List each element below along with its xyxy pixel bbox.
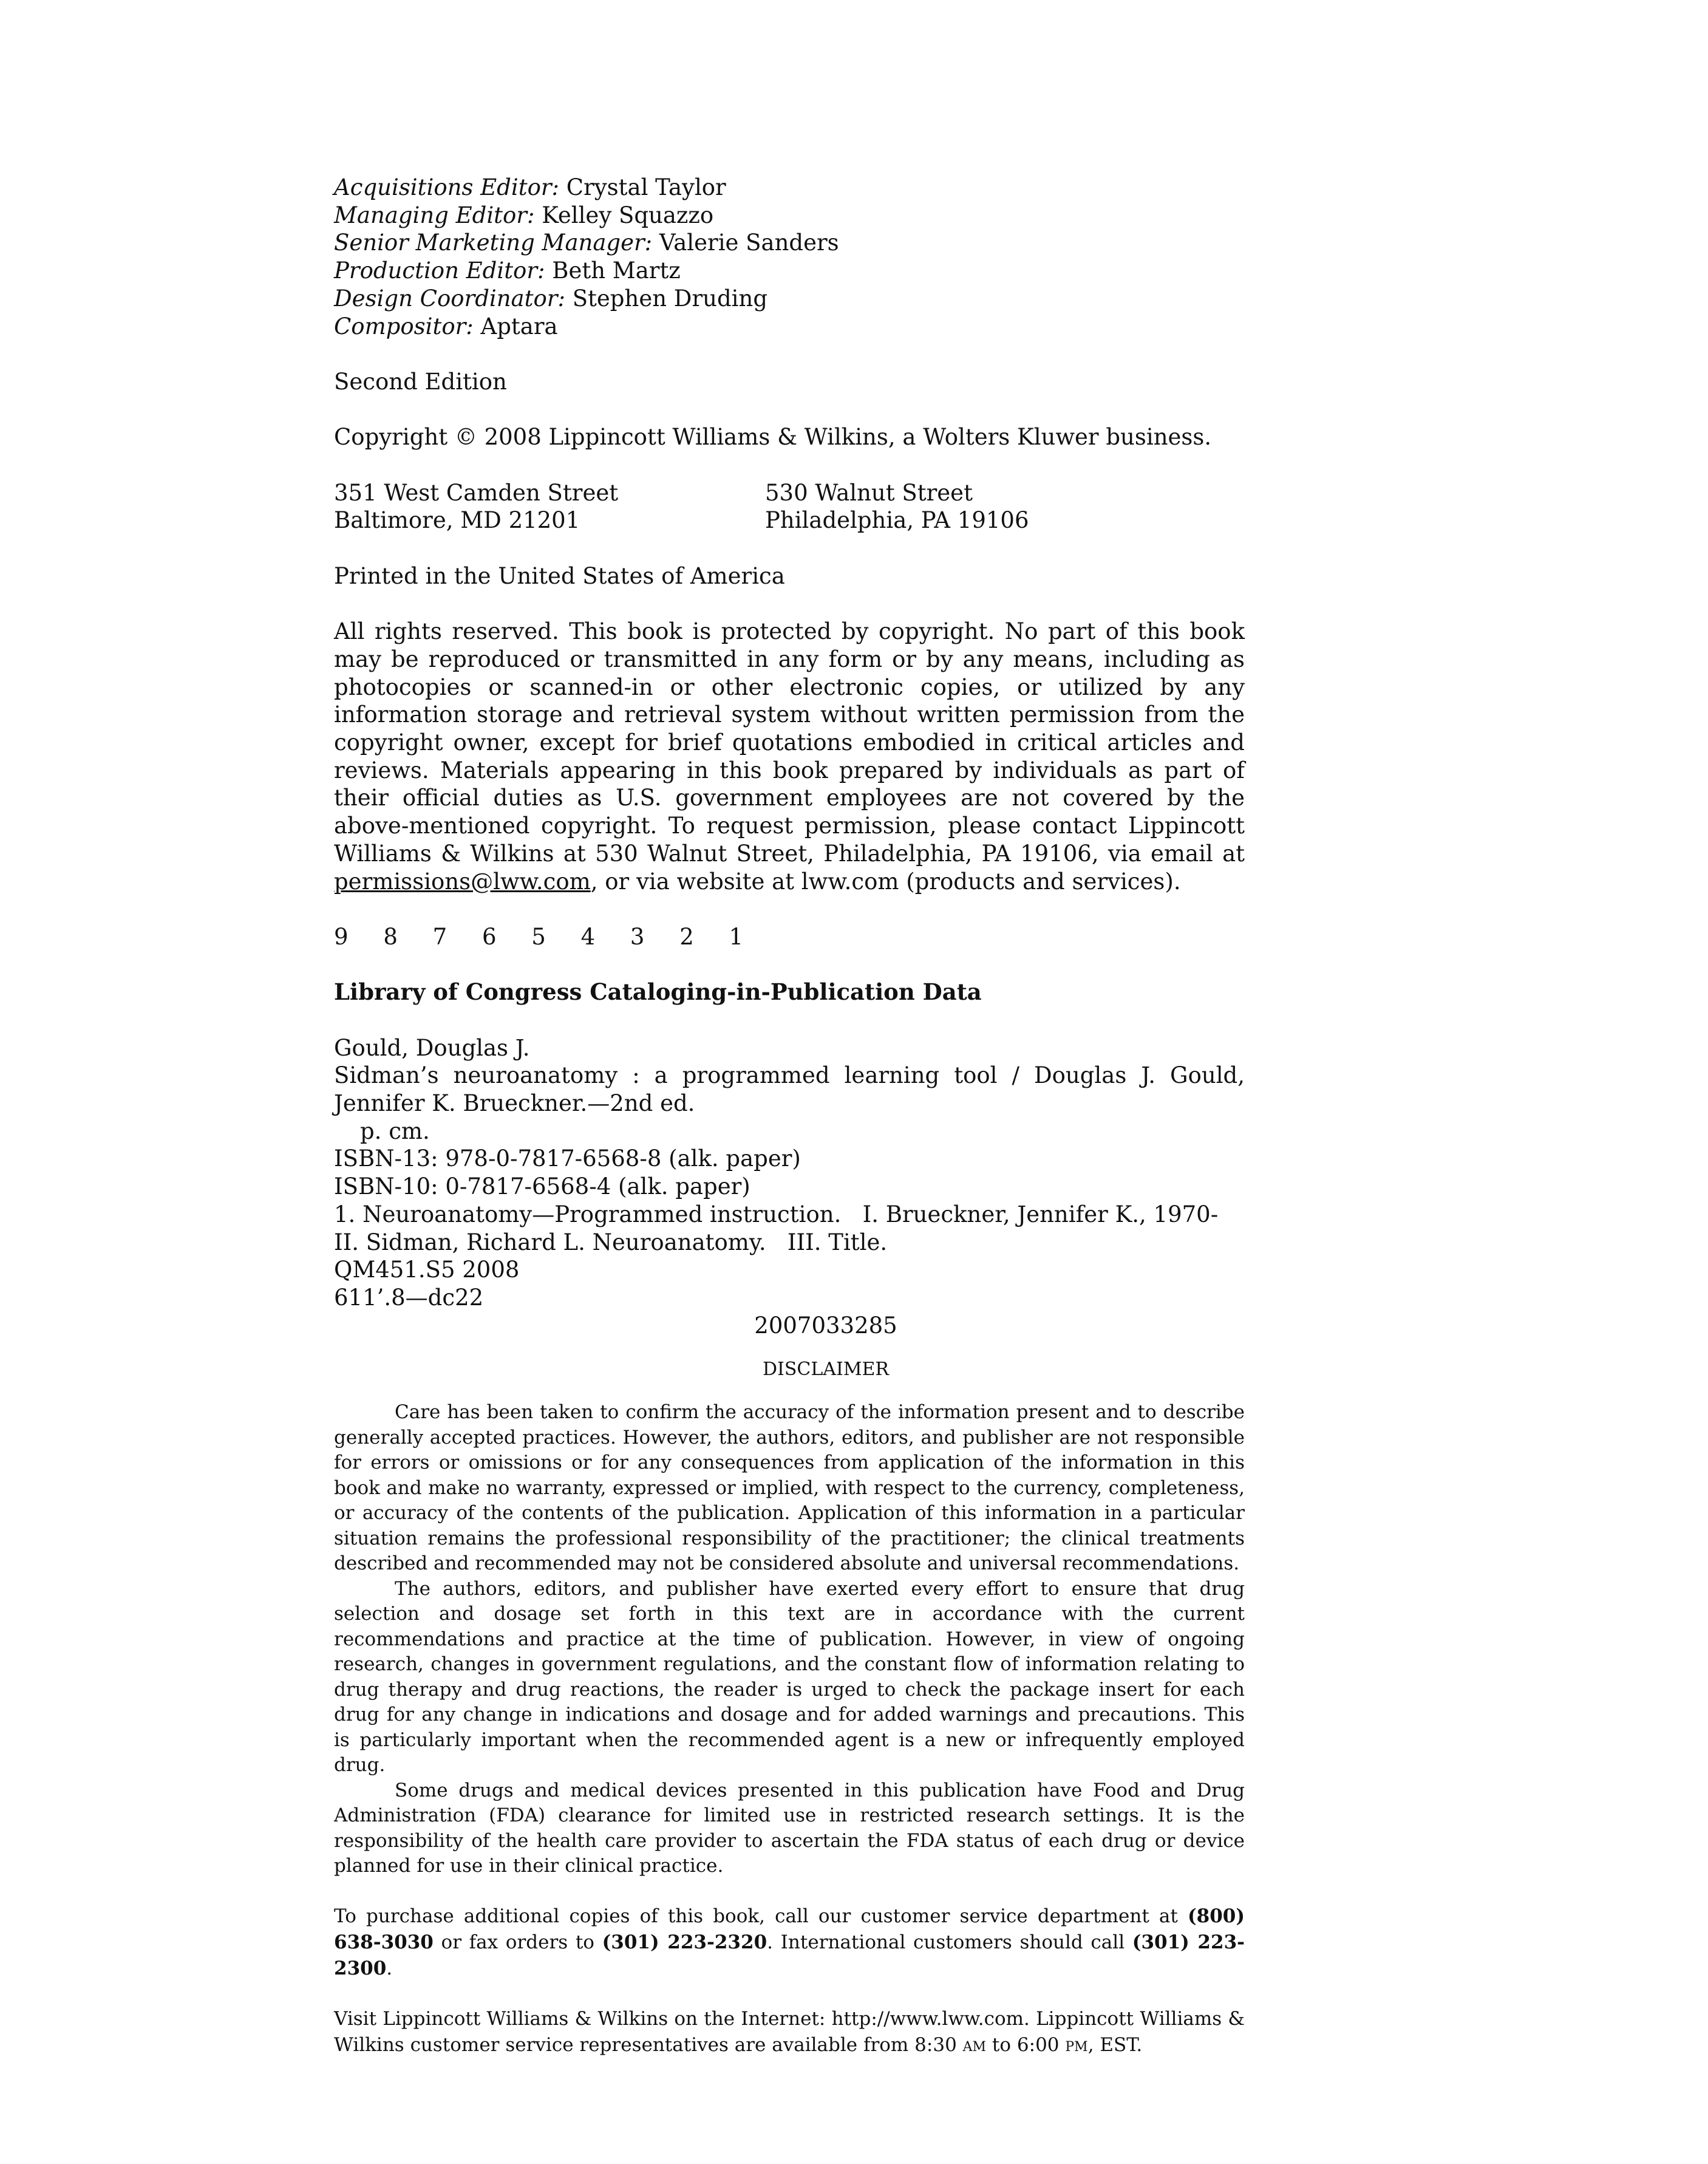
credit-line (334, 202, 1245, 230)
address-street: 351 West Camden Street (334, 479, 619, 506)
purchase-text: To purchase additional copies of this book, call our customer service department at (334, 1905, 1188, 1927)
address-city: Philadelphia, PA 19106 (765, 507, 1029, 534)
rights-text: All rights reserved. This book is protected by copyright. No part of this book may be reproduced or transmitted in any form or by any means, including as photocopies or scanned-in or other electronic copies, or utilized by any information storage and retrieval system without written permission from the copyright owner, except for brief quotations embodied in critical articles and reviews. Materials appearing in this book prepared by individuals as part of their official duties as U.S. government employees are not covered by the above-mentioned copyright. To request permission, please contact Lippincott Williams & Wilkins at 530 Walnut Street, Philadelphia, PA 19106, via email at (334, 618, 1245, 867)
disclaimer-title: DISCLAIMER (762, 1359, 890, 1381)
print-number: 2 (679, 923, 694, 950)
cip-call-number: QM451.S5 2008 (334, 1257, 520, 1283)
international-phone: (301) 223-2300 (334, 1931, 1245, 1979)
visit-text: Visit Lippincott Williams & Wilkins on the Internet: http://www.lww.com. Lippincott Williams & Wilkins customer service representatives are available from 8:30 (334, 2007, 1245, 2056)
publisher-addresses (334, 479, 1245, 534)
address-city: Baltimore, MD 21201 (334, 507, 580, 534)
cip-isbn13: ISBN-13: 978-0-7817-6568-8 (alk. paper) (334, 1145, 801, 1172)
address-baltimore (334, 479, 765, 534)
credit-role: Acquisitions Editor: (334, 174, 559, 200)
cip-dewey: 611’.8—dc22 (334, 1285, 484, 1311)
disclaimer-paragraph: Care has been taken to confirm the accuracy of the information present and to describe generally accepted practices. However, the authors, editors, and publisher are not responsible for errors or omissions or for any consequences from application of the information in this book and make no warranty, expressed or implied, with respect to the currency, completeness, or accuracy of the contents of the publication. Application of this information in a particular situation remains the professional responsibility of the practitioner; the clinical treatments described and recommended may not be considered absolute and universal recommendations. (334, 1401, 1245, 1575)
purchase-text: . (386, 1957, 393, 1979)
cip-isbn10: ISBN-10: 0-7817-6568-4 (alk. paper) (334, 1173, 750, 1200)
disclaimer-paragraph: The authors, editors, and publisher have exerted every effort to ensure that drug selection and dosage set forth in this text are in accordance with the current recommendations and practice at the time of publication. However, in view of ongoing research, changes in government regulations, and the constant flow of information relating to drug therapy and drug reactions, the reader is urged to check the package insert for each drug for any change in indications and dosage and for added warnings and precautions. This is particularly important when the recommended agent is a new or infrequently employed drug. (334, 1577, 1245, 1777)
credit-role: Production Editor: (334, 258, 545, 284)
credit-name: Aptara (480, 313, 558, 340)
credit-line (334, 285, 1245, 313)
cip-record (334, 1034, 1245, 1312)
visit-text: to 6:00 (986, 2033, 1066, 2056)
disclaimer-paragraph: Some drugs and medical devices presented in this publication have Food and Drug Administration (FDA) clearance for limited use in restricted research settings. It is the responsibility of the health care provider to ascertain the FDA status of each drug or device planned for use in their clinical practice. (334, 1779, 1245, 1877)
permissions-email-link[interactable]: permissions@lww.com (334, 868, 591, 895)
pm-label: PM (1065, 2039, 1088, 2055)
print-number: 1 (729, 923, 744, 950)
fax-number: (301) 223-2320 (602, 1931, 767, 1953)
cip-subject-1: 1. Neuroanatomy—Programmed instruction. I. Brueckner, Jennifer K., 1970- (334, 1201, 1219, 1227)
credit-role: Senior Marketing Manager: (334, 230, 653, 256)
printed-in: Printed in the United States of America (334, 562, 785, 589)
print-number: 8 (383, 923, 398, 950)
credit-name: Crystal Taylor (566, 174, 726, 200)
purchase-text: . International customers should call (767, 1931, 1132, 1953)
copyright-page (334, 174, 1245, 2060)
cip-author: Gould, Douglas J. (334, 1034, 530, 1061)
credit-name: Beth Martz (552, 258, 681, 284)
rights-statement (334, 618, 1245, 895)
credit-role: Design Coordinator: (334, 285, 565, 312)
print-number: 7 (432, 923, 447, 950)
credit-line (334, 174, 1245, 202)
edition: Second Edition (334, 368, 507, 395)
purchase-text: or fax orders to (433, 1931, 602, 1953)
printing-line (334, 923, 1245, 951)
credit-line (334, 257, 1245, 285)
address-street: 530 Walnut Street (765, 479, 973, 506)
cip-pages: p. cm. (360, 1118, 430, 1144)
print-number: 9 (334, 923, 349, 950)
print-number: 4 (580, 923, 596, 950)
print-number: 5 (531, 923, 546, 950)
visit-info (334, 2006, 1245, 2060)
credit-name: Valerie Sanders (659, 230, 839, 256)
credit-line (334, 313, 1245, 341)
credit-name: Stephen Druding (572, 285, 768, 312)
credit-role: Compositor: (334, 313, 474, 340)
am-label: AM (962, 2039, 987, 2055)
credit-line (334, 229, 1245, 257)
visit-text: , EST. (1087, 2033, 1143, 2056)
cip-heading: Library of Congress Cataloging-in-Publication Data (334, 978, 982, 1006)
cip-title: Sidman’s neuroanatomy : a programmed learning tool / Douglas J. Gould, Jennifer K. Brueckner.—2nd ed. (334, 1062, 1245, 1117)
copyright-notice: Copyright © 2008 Lippincott Williams & Wilkins, a Wolters Kluwer business. (334, 424, 1212, 451)
address-philadelphia (765, 479, 1245, 534)
customer-service-phone: (800) 638-3030 (334, 1905, 1245, 1953)
credit-name: Kelley Squazzo (542, 202, 714, 228)
print-number: 6 (481, 923, 497, 950)
credit-role: Managing Editor: (334, 202, 535, 228)
disclaimer-body (334, 1400, 1245, 1879)
credits-block (334, 174, 1245, 340)
purchase-info (334, 1903, 1245, 1982)
cip-subject-2: II. Sidman, Richard L. Neuroanatomy. III. Title. (334, 1229, 888, 1255)
print-number: 3 (630, 923, 645, 950)
rights-tail: , or via website at lww.com (products and services). (590, 868, 1181, 895)
lccn: 2007033285 (754, 1312, 897, 1339)
